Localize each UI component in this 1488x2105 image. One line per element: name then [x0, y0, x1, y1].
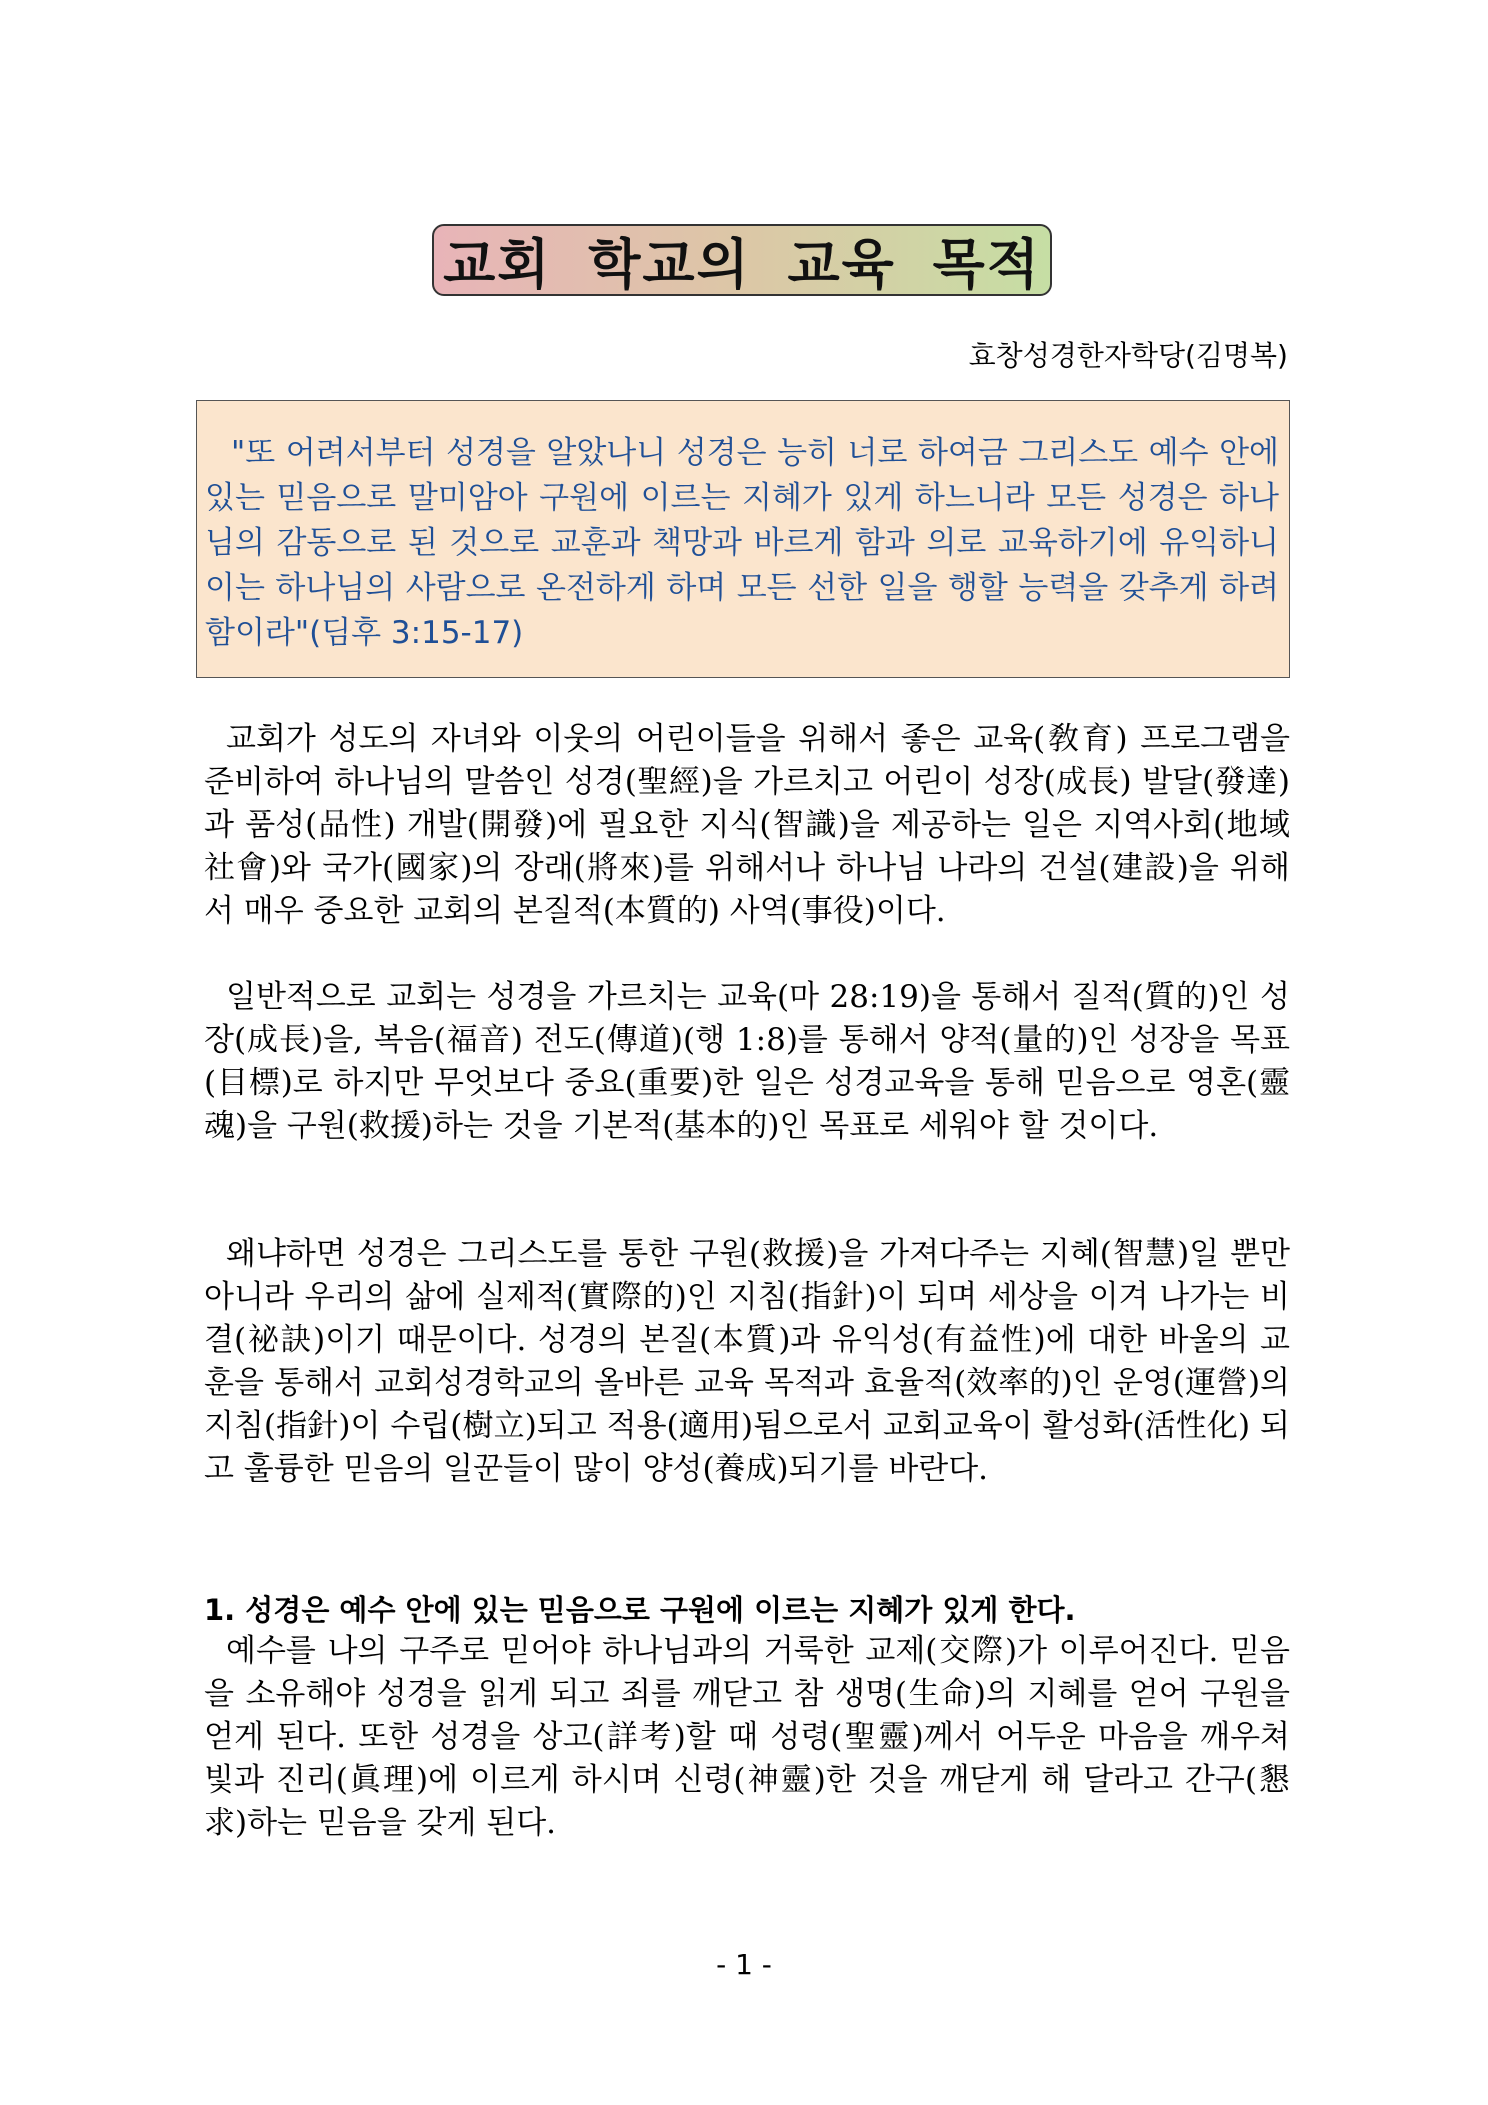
paragraph-3: 왜냐하면 성경은 그리스도를 통한 구원(救援)을 가져다주는 지혜(智慧)일 뿐만 아니라 우리의 삶에 실제적(實際的)인 지침(指針)이 되며 세상을 이겨 나가는 비결(祕訣)이기 때문이다. 성경의 본질(本質)과 유익성(有益性)에 대한 바울의 교훈을 통해서 교회성경학교의 올바른 교육 목적과 효율적(效率的)인 운영(運營)의 지침(指針)이 수립(樹立)되고 적용(適用)됨으로서 교회교육이 활성화(活性化) 되고 훌륭한 믿음의 일꾼들이 많이 양성(養成)되기를 바란다.	[204, 1236, 1290, 1487]
paragraph-1: 교회가 성도의 자녀와 이웃의 어린이들을 위해서 좋은 교육(敎育) 프로그램을 준비하여 하나님의 말씀인 성경(聖經)을 가르치고 어린이 성장(成長) 발달(發達)과 품성(品性) 개발(開發)에 필요한 지식(智識)을 제공하는 일은 지역사회(地域社會)와 국가(國家)의 장래(將來)를 위해서나 하나님 나라의 건설(建設)을 위해서 매우 중요한 교회의 본질적(本質的) 사역(事役)이다.	[204, 721, 1290, 929]
scripture-quote: "또 어려서부터 성경을 알았나니 성경은 능히 너로 하여금 그리스도 예수 안에 있는 믿음으로 말미암아 구원에 이르는 지혜가 있게 하느니라 모든 성경은 하나님의 감동으로 된 것으로 교훈과 책망과 바르게 함과 의로 교육하기에 유익하니 이는 하나님의 사람으로 온전하게 하며 모든 선한 일을 행할 능력을 갖추게 하려함이라"(딤후 3:15-17)	[205, 435, 1279, 651]
section-1-text: 예수를 나의 구주로 믿어야 하나님과의 거룩한 교제(交際)가 이루어진다. 믿음을 소유해야 성경을 읽게 되고 죄를 깨닫고 참 생명(生命)의 지혜를 얻어 구원을 얻게 된다. 또한 성경을 상고(詳考)할 때 성령(聖靈)께서 어두운 마음을 깨우쳐 빛과 진리(眞理)에 이르게 하시며 신령(神靈)한 것을 깨닫게 해 달라고 간구(懇求)하는 믿음을 갖게 된다.	[204, 1633, 1290, 1841]
title-banner	[432, 224, 1052, 296]
paragraph-2: 일반적으로 교회는 성경을 가르치는 교육(마 28:19)을 통해서 질적(質的)인 성장(成長)을, 복음(福音) 전도(傳道)(행 1:8)를 통해서 양적(量的)인 성장을 목표(目標)로 하지만 무엇보다 중요(重要)한 일은 성경교육을 통해 믿음으로 영혼(靈魂)을 구원(救援)하는 것을 기본적(基本的)인 목표로 세워야 할 것이다.	[204, 979, 1290, 1144]
section-1-heading: 1. 성경은 예수 안에 있는 믿음으로 구원에 이르는 지혜가 있게 한다.	[204, 1593, 1076, 1627]
page-number: - 1 -	[716, 1948, 772, 1981]
scripture-quote-box	[196, 400, 1290, 678]
document-title: 교회 학교의 교육 목적	[443, 231, 1041, 296]
author-line: 효창성경한자학당(김명복)	[968, 339, 1288, 372]
